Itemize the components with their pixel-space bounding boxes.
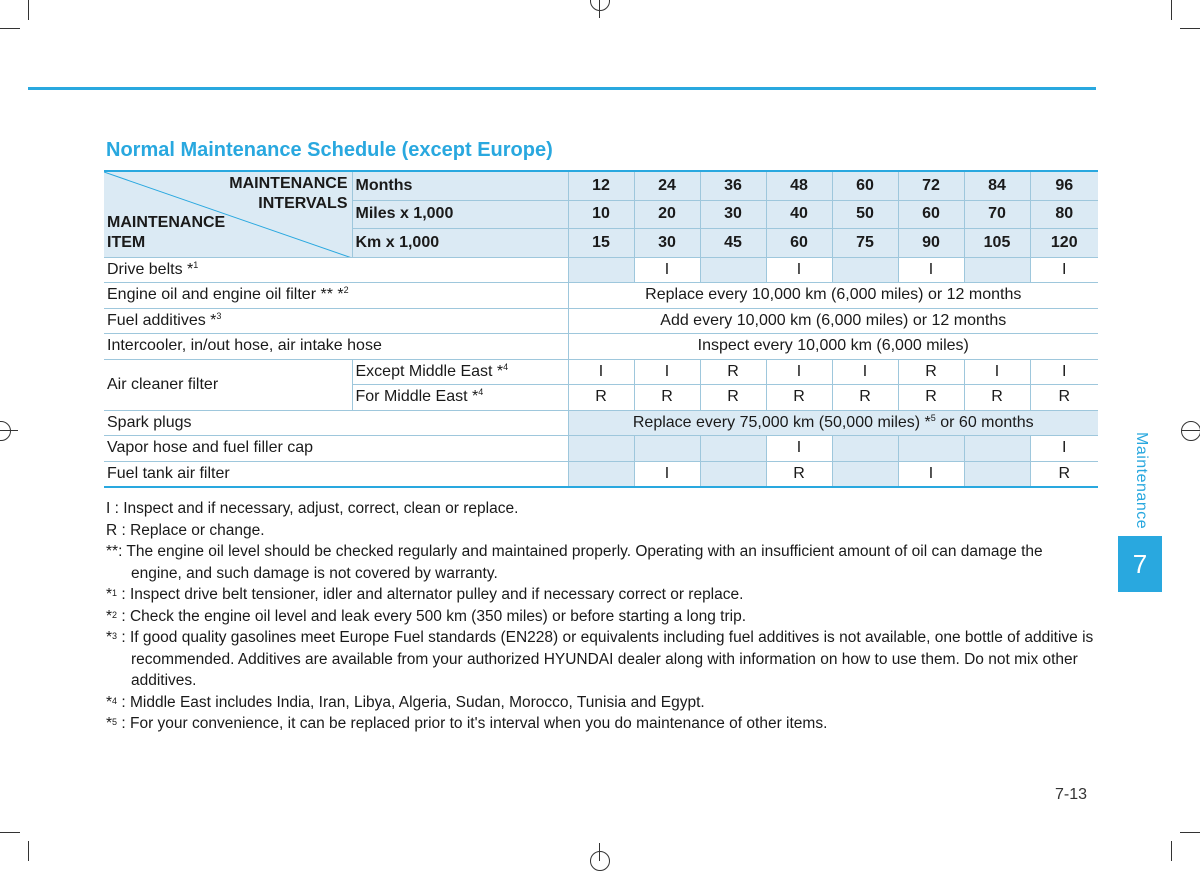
table-row [104, 410, 1098, 436]
schedule-cell: R [568, 385, 634, 411]
table-row [104, 308, 1098, 334]
table-row [104, 461, 1098, 487]
sub-item-label: For Middle East *$^4$ [352, 385, 568, 411]
crop-mark [0, 430, 18, 431]
page-number: 7-13 [1055, 786, 1088, 803]
miles-cell: 80 [1030, 200, 1098, 229]
chapter-tab: 7 [1118, 536, 1162, 592]
miles-cell: 70 [964, 200, 1030, 229]
item-label: Fuel tank air filter [104, 461, 568, 487]
note-oil: **: The engine oil level should be checked regularly and maintained properly. Operating with an insufficient amount of oil can damage the engine, and such damage is not covered by warranty. [106, 543, 1043, 582]
header-corner [104, 171, 352, 257]
schedule-cell: R [898, 359, 964, 385]
interval-text: Replace every 10,000 km (6,000 miles) or 12 months [568, 283, 1098, 309]
schedule-cell: R [1030, 385, 1098, 411]
schedule-cell [700, 436, 766, 462]
item-label: Air cleaner filter [104, 359, 352, 410]
crop-mark [1171, 841, 1172, 861]
miles-cell: 20 [634, 200, 700, 229]
months-cell: 12 [568, 171, 634, 200]
schedule-cell [634, 436, 700, 462]
schedule-cell: I [766, 257, 832, 283]
schedule-cell [568, 436, 634, 462]
miles-cell: 60 [898, 200, 964, 229]
km-cell: 60 [766, 229, 832, 258]
crop-mark [1180, 28, 1200, 29]
crop-mark [0, 28, 20, 29]
item-label: Vapor hose and fuel filler cap [104, 436, 568, 462]
schedule-cell: I [1030, 257, 1098, 283]
schedule-cell: R [964, 385, 1030, 411]
months-cell: 72 [898, 171, 964, 200]
schedule-cell: R [700, 359, 766, 385]
schedule-cell [700, 461, 766, 487]
item-label: Spark plugs [104, 410, 568, 436]
km-cell: 90 [898, 229, 964, 258]
schedule-cell [832, 257, 898, 283]
crop-mark [0, 832, 20, 833]
item-label: MAINTENANCE ITEM [107, 213, 226, 251]
schedule-cell [832, 436, 898, 462]
crop-mark [1171, 0, 1172, 20]
schedule-cell: I [964, 359, 1030, 385]
header-km-label: Km x 1,000 [352, 229, 568, 258]
interval-text: Replace every 75,000 km (50,000 miles) *$^5$ or 60 months [568, 410, 1098, 436]
schedule-cell [964, 461, 1030, 487]
schedule-cell: I [634, 461, 700, 487]
table-row [104, 257, 1098, 283]
months-cell: 84 [964, 171, 1030, 200]
km-cell: 120 [1030, 229, 1098, 258]
item-label: Engine oil and engine oil filter ** *$^2$ [104, 283, 568, 309]
item-label: Intercooler, in/out hose, air intake hose [104, 334, 568, 360]
schedule-cell: I [832, 359, 898, 385]
schedule-cell: R [634, 385, 700, 411]
sub-item-label: Except Middle East *$^4$ [352, 359, 568, 385]
table-row [104, 359, 1098, 385]
schedule-cell: I [634, 257, 700, 283]
interval-text: Inspect every 10,000 km (6,000 miles) [568, 334, 1098, 360]
km-cell: 45 [700, 229, 766, 258]
note-1: *$^1$ : Inspect drive belt tensioner, idler and alternator pulley and if necessary correct or replace. [106, 586, 744, 603]
months-cell: 48 [766, 171, 832, 200]
item-label: Drive belts *$^1$ [104, 257, 568, 283]
months-cell: 96 [1030, 171, 1098, 200]
footnotes [106, 498, 1096, 735]
crop-mark [599, 843, 600, 861]
registration-mark [590, 0, 610, 11]
schedule-cell: R [700, 385, 766, 411]
note-5: *$^5$ : For your convenience, it can be replaced prior to it's interval when you do maintenance of other items. [106, 715, 828, 732]
schedule-cell: I [634, 359, 700, 385]
schedule-cell: R [766, 461, 832, 487]
crop-mark [1182, 430, 1200, 431]
schedule-cell: R [832, 385, 898, 411]
km-cell: 30 [634, 229, 700, 258]
intervals-label: MAINTENANCE INTERVALS [229, 175, 348, 212]
item-label: Fuel additives *$^3$ [104, 308, 568, 334]
miles-cell: 50 [832, 200, 898, 229]
registration-mark [0, 421, 11, 441]
note-2: *$^2$ : Check the engine oil level and leak every 500 km (350 miles) or before starting a long trip. [106, 607, 747, 625]
table-row [104, 283, 1098, 309]
miles-cell: 30 [700, 200, 766, 229]
note-3: *$^3$ : If good quality gasolines meet Europe Fuel standards (EN228) or equivalents including fuel additives is not available, one bottle of additive is recommended. Additives are available from your authorized HYUNDAI dealer along with information on how to use them. Do not mix other additives. [106, 629, 1094, 689]
schedule-cell [568, 257, 634, 283]
miles-cell: 40 [766, 200, 832, 229]
note-replace: R : Replace or change. [106, 521, 265, 539]
note-4: *$^4$ : Middle East includes India, Iran, Libya, Algeria, Sudan, Morocco, Tunisia and Egypt. [106, 693, 705, 711]
note-inspect: I : Inspect and if necessary, adjust, correct, clean or replace. [106, 500, 519, 517]
table-row [104, 334, 1098, 360]
header-miles-label: Miles x 1,000 [352, 200, 568, 229]
schedule-cell: R [1030, 461, 1098, 487]
schedule-cell [898, 436, 964, 462]
crop-mark [1180, 832, 1200, 833]
schedule-cell [832, 461, 898, 487]
schedule-cell: I [766, 359, 832, 385]
registration-mark [590, 851, 610, 871]
miles-cell: 10 [568, 200, 634, 229]
km-cell: 105 [964, 229, 1030, 258]
section-title: Normal Maintenance Schedule (except Europe) [106, 139, 553, 161]
months-cell: 24 [634, 171, 700, 200]
schedule-cell: I [898, 461, 964, 487]
maintenance-schedule-table [104, 170, 1098, 488]
months-cell: 60 [832, 171, 898, 200]
schedule-cell: I [1030, 359, 1098, 385]
km-cell: 15 [568, 229, 634, 258]
km-cell: 75 [832, 229, 898, 258]
crop-mark [599, 0, 600, 18]
months-cell: 36 [700, 171, 766, 200]
schedule-cell: R [766, 385, 832, 411]
schedule-cell: I [1030, 436, 1098, 462]
schedule-cell [964, 257, 1030, 283]
header-months-label: Months [352, 171, 568, 200]
header-rule [28, 87, 1096, 90]
schedule-cell: I [568, 359, 634, 385]
crop-mark [28, 0, 29, 20]
schedule-cell: R [898, 385, 964, 411]
interval-text: Add every 10,000 km (6,000 miles) or 12 months [568, 308, 1098, 334]
schedule-cell [700, 257, 766, 283]
schedule-cell: I [898, 257, 964, 283]
schedule-cell [568, 461, 634, 487]
crop-mark [28, 841, 29, 861]
schedule-cell [964, 436, 1030, 462]
schedule-cell: I [766, 436, 832, 462]
chapter-side-label: Maintenance [1133, 432, 1150, 530]
registration-mark [1181, 421, 1200, 441]
table-row [104, 436, 1098, 462]
